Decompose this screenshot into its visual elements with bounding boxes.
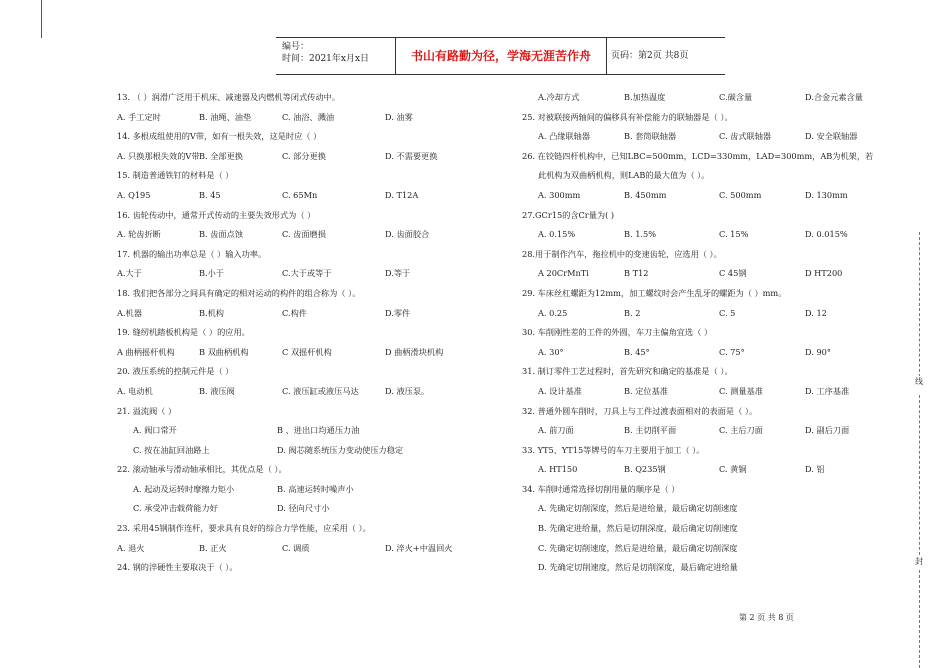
binding-line-bottom (919, 570, 920, 668)
answer-option: C. 部分更换 (282, 150, 326, 161)
binding-mark-top: 线 (915, 377, 923, 386)
answer-option: D. 工序基准 (805, 385, 850, 396)
answer-option: C.大于或等于 (282, 268, 332, 279)
answer-option: D. 90° (805, 346, 831, 357)
options-row (117, 539, 502, 559)
answer-option: A. 退火 (117, 542, 145, 553)
answer-option: D. 径向尺寸小 (277, 503, 330, 514)
answer-option: D. 0.015% (805, 229, 848, 240)
question-text: 30. 车削刚性差的工件的外圆，车刀主偏角宜选（ ） (522, 327, 713, 338)
answer-option: B. 高速运转时噪声小 (277, 483, 354, 494)
answer-option: A. 300mm (538, 189, 581, 200)
question-text: 18. 我们把各部分之间具有确定的相对运动的构件的组合称为（ ）。 (117, 287, 361, 298)
question-text: 19. 缝纫机踏板机构是（ ）的应用。 (117, 327, 250, 338)
answer-option: D. 齿面胶合 (385, 229, 430, 240)
answer-option: B. 45 (199, 189, 221, 200)
right-column (522, 88, 892, 578)
answer-option: C. 齿式联轴器 (719, 131, 772, 142)
answer-option: B. 1.5% (624, 229, 657, 240)
options-row (522, 225, 892, 245)
question-text: 21. 溢流阀（ ） (117, 405, 177, 416)
question-text: 此机构为双曲柄机构，则LAB的最大值为（ ）。 (538, 170, 710, 181)
options-row (522, 127, 892, 147)
left-column (117, 88, 502, 578)
options-row (522, 186, 892, 206)
options-row (522, 460, 892, 480)
answer-option: D. 不需要更换 (385, 150, 438, 161)
question-text: 15. 制造普通铁钉的材料是（ ） (117, 170, 234, 181)
options-row (117, 186, 502, 206)
answer-option: B.加热温度 (624, 92, 666, 102)
question-text: 29. 车床丝杠螺距为12mm，加工螺纹时会产生乱牙的螺距为（ ）mm。 (522, 287, 787, 298)
answer-option: A. 电动机 (117, 385, 153, 396)
answer-option: D.等于 (385, 268, 411, 279)
answer-option: B. Q235钢 (624, 464, 666, 475)
answer-option: A. 起动及运转时摩擦力矩小 (133, 483, 235, 494)
margin-line (41, 0, 42, 38)
answer-option: D 曲柄滑块机构 (385, 346, 444, 357)
answer-option: C. 油浴、溅油 (282, 111, 335, 122)
answer-option: D. 油雾 (385, 111, 413, 122)
answer-option: A. 设计基准 (538, 385, 582, 396)
options-row (117, 421, 502, 441)
answer-option: B. 450mm (624, 189, 667, 200)
answer-option: D. T12A (385, 189, 419, 200)
binding-line-top (919, 232, 920, 382)
answer-option: B. 主切削平面 (624, 425, 677, 436)
answer-option: A 20CrMnTi (538, 268, 589, 279)
answer-option: A. 手工定时 (117, 111, 161, 122)
option-line: C. 先确定切削速度，然后是进给量，最后确定切削深度 (538, 542, 738, 553)
answer-option: B. 油绳、油垫 (199, 111, 252, 122)
question-text: 24. 钢的淬硬性主要取决于（ ）。 (117, 562, 238, 573)
question-text: 23. 采用45钢制作连杆，要求具有良好的综合力学性能，应采用（ ）。 (117, 523, 371, 534)
answer-option: C. 主后刀面 (719, 425, 763, 436)
options-row (522, 304, 892, 324)
question-text: 27.GCr15的含Cr量为( ) (522, 209, 615, 220)
options-row (522, 421, 892, 441)
answer-option: A. 0.15% (538, 229, 576, 240)
answer-option: B. 液压阀 (199, 385, 235, 396)
page-footer: 第 2 页 共 8 页 (739, 613, 794, 622)
answer-option: C. 黄铜 (719, 464, 747, 475)
question-text: 20. 液压系统的控制元件是（ ） (117, 366, 234, 377)
answer-option: D.零件 (385, 307, 411, 318)
header-meta (276, 38, 396, 74)
answer-option: A. Q195 (117, 189, 151, 200)
answer-option: C.构件 (282, 307, 307, 318)
answer-option: C. 液压缸或液压马达 (282, 385, 359, 396)
options-row (117, 441, 502, 461)
question-text: 17. 机器的输出功率总是（ ）输入功率。 (117, 248, 267, 259)
question-text: 25. 对被联接两轴间的偏移具有补偿能力的联轴器是（ ）。 (522, 111, 733, 122)
answer-option: C. 按在油缸回油路上 (133, 444, 210, 455)
answer-option: D. 阀芯随系统压力变动使压力稳定 (277, 444, 404, 455)
answer-option: A. 只换那根失效的V带 (117, 150, 200, 161)
answer-option: A. 30° (538, 346, 564, 357)
answer-option: C 双摇杆机构 (282, 346, 332, 357)
question-text: 13. （ ）润滑广泛用于机床、减速器及内燃机等闭式传动中。 (117, 92, 340, 102)
answer-option: B. 2 (624, 307, 641, 318)
answer-option: D. 副后刀面 (805, 425, 850, 436)
answer-option: D. 淬火+中温回火 (385, 542, 453, 553)
answer-option: B 双曲柄机构 (199, 346, 249, 357)
answer-option: A. 凸缘联轴器 (538, 131, 591, 142)
answer-option: C. 承受冲击载荷能力好 (133, 503, 218, 514)
answer-option: B 、进出口均通压力油 (277, 425, 360, 436)
answer-option: B. 全部更换 (199, 150, 243, 161)
answer-option: A. 阀口常开 (133, 425, 177, 436)
options-row (117, 304, 502, 324)
options-row (117, 225, 502, 245)
options-row (522, 88, 892, 108)
answer-option: B.机构 (199, 307, 224, 318)
answer-option: C.碳含量 (719, 92, 753, 102)
header-motto: 书山有路勤为径，学海无涯苦作舟 (396, 38, 607, 74)
question-text: 14. 多根成组使用的V带，如有一根失效，这是时应（ ） (117, 131, 322, 142)
answer-option: C. 5 (719, 307, 736, 318)
answer-option: B T12 (624, 268, 649, 279)
options-row (117, 480, 502, 500)
options-row (522, 382, 892, 402)
answer-option: A.大于 (117, 268, 142, 279)
answer-option: D HT200 (805, 268, 843, 279)
question-text: 26. 在铰链四杆机构中，已知LBC=500mm，LCD=330mm，LAD=300mm，AB为机架，若 (522, 150, 874, 161)
options-row (117, 382, 502, 402)
time-label: 时间：2021年x月x日 (282, 54, 370, 64)
answer-option: D. 12 (805, 307, 827, 318)
answer-option: A.冷却方式 (538, 92, 580, 102)
question-text: 32. 普通外圆车削时，刀具上与工件过渡表面相对的表面是（ ）。 (522, 405, 758, 416)
answer-option: C. 65Mn (282, 189, 318, 200)
question-text: 16. 齿轮传动中，通常开式传动的主要失效形式为（ ） (117, 209, 316, 220)
options-row (117, 108, 502, 128)
answer-option: D. 130mm (805, 189, 848, 200)
answer-option: A 曲柄摇杆机构 (117, 346, 175, 357)
answer-option: C. 调质 (282, 542, 310, 553)
answer-option: D. 铝 (805, 464, 825, 475)
answer-option: D. 安全联轴器 (805, 131, 858, 142)
question-text: 28.用于制作汽车，拖拉机中的变速齿轮，应选用（ ）。 (522, 248, 722, 259)
question-text: 33. YT5、YT15等牌号的车刀主要用于加工（ ）。 (522, 444, 705, 455)
option-line: A. 先确定切削深度，然后是进给量，最后确定切削速度 (538, 503, 738, 514)
answer-option: A. 0.25 (538, 307, 568, 318)
answer-option: C. 500mm (719, 189, 762, 200)
answer-option: B. 定位基准 (624, 385, 668, 396)
answer-option: C. 测量基准 (719, 385, 763, 396)
answer-option: A.机器 (117, 307, 142, 318)
options-row (117, 264, 502, 284)
answer-option: A. 前刀面 (538, 425, 574, 436)
answer-option: B. 齿面点蚀 (199, 229, 243, 240)
binding-line-middle (919, 395, 920, 555)
option-line: B. 先确定进给量，然后是切削深度，最后确定切削速度 (538, 523, 738, 534)
question-text: 31. 制订零件工艺过程时，首先研究和确定的基准是（ ）。 (522, 366, 733, 377)
answer-option: A. 轮齿折断 (117, 229, 161, 240)
answer-option: B.小于 (199, 268, 224, 279)
answer-option: C. 75° (719, 346, 745, 357)
question-text: 34. 车削时通常选择切削用量的顺序是（ ） (522, 483, 680, 494)
options-row (522, 343, 892, 363)
page-header (276, 37, 725, 75)
answer-option: C 45钢 (719, 268, 747, 279)
answer-option: D. 液压泵。 (385, 385, 430, 396)
answer-option: B. 套筒联轴器 (624, 131, 677, 142)
options-row (522, 264, 892, 284)
options-row (117, 343, 502, 363)
answer-option: C. 齿面磨损 (282, 229, 326, 240)
answer-option: B. 正火 (199, 542, 227, 553)
option-line: D. 先确定切削速度，然后是切削深度，最后确定进给量 (538, 562, 738, 573)
answer-option: D.合金元素含量 (805, 92, 863, 102)
question-text: 22. 滚动轴承与滑动轴承相比，其优点是（ ）。 (117, 464, 287, 475)
options-row (117, 499, 502, 519)
options-row (117, 147, 502, 167)
header-page-label: 页码：第2页 共8页 (611, 51, 689, 61)
code-label: 编号： (282, 42, 310, 52)
answer-option: A. HT150 (538, 464, 578, 475)
answer-option: C. 15% (719, 229, 749, 240)
answer-option: B. 45° (624, 346, 650, 357)
binding-mark-bottom: 封 (915, 557, 923, 566)
